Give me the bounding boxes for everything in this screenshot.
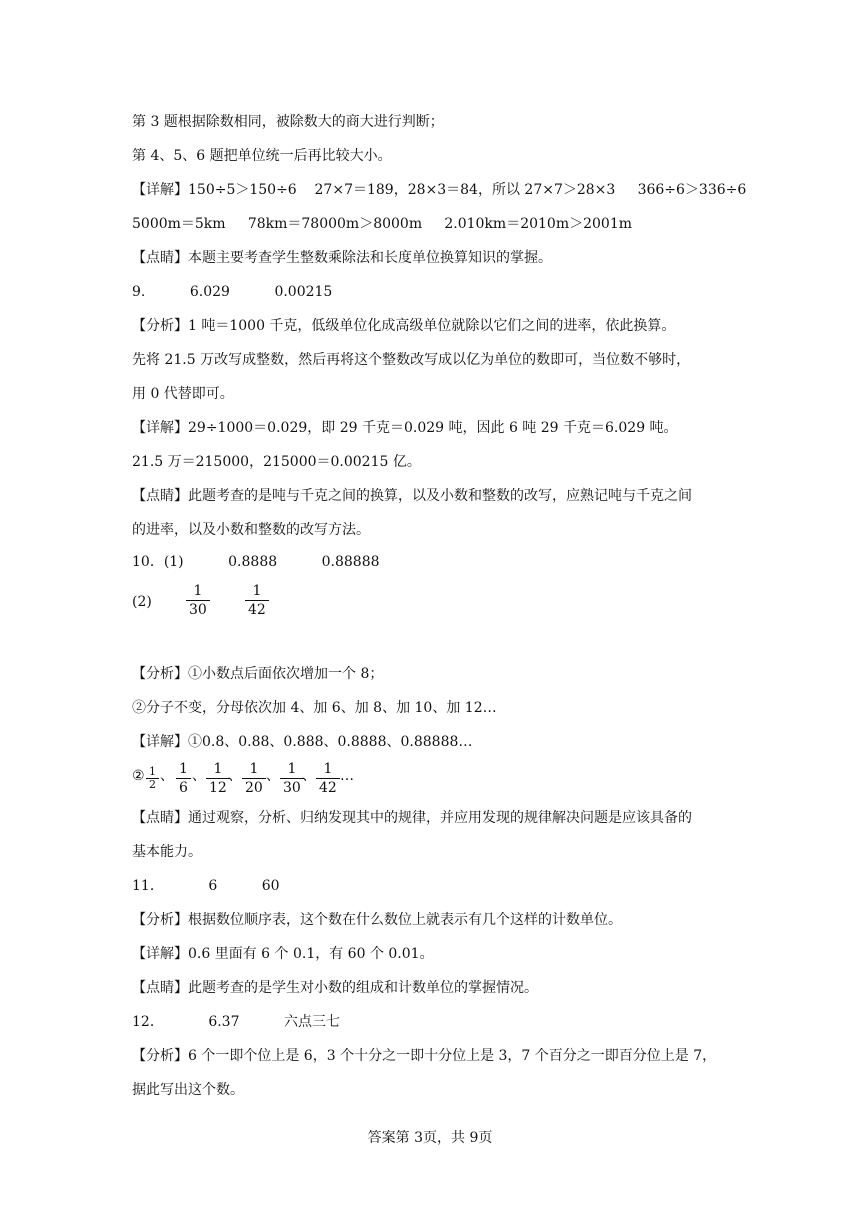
page-footer: 答案第 3页，共 9页 [367,1130,493,1146]
sequence-sep: 、 [160,768,174,784]
answer-q10-part2-label: (2) [132,594,152,610]
text-line-q9-analysis: 【分析】1 吨＝1000 千克，低级单位化成高级单位就除以它们之间的进率，依此换算。 [132,318,676,334]
fraction-1-30-seq: $\frac{1}{30}$ [280,760,304,797]
sequence-prefix: ② [132,768,145,784]
answer-q12: 12． 6.37 六点三七 [132,1014,340,1030]
text-line-q10-point: 【点睛】通过观察，分析、归纳发现其中的规律，并应用发现的规律解决问题是应该具备的 [132,810,692,826]
fraction-1-42: $\frac{1}{42}$ [245,582,269,619]
answer-q11: 11． 6 60 [132,878,280,894]
text-line-q9-detail-2: 21.5 万＝215000，215000＝0.00215 亿。 [132,454,421,470]
fraction-1-2: $\frac{1}{2}$ [146,766,159,791]
text-line-q9-detail: 【详解】29÷1000＝0.029，即 29 千克＝0.029 吨，因此 6 吨 29 千克＝6.029 吨。 [132,420,678,436]
text-line-q8-point: 【点睛】本题主要考查学生整数乘除法和长度单位换算知识的掌握。 [132,250,552,266]
text-line-q12-analysis: 【分析】6 个一即个位上是 6，3 个十分之一即十分位上是 3，7 个百分之一即百分位上是 7， [132,1048,717,1064]
text-line-q9-analysis-3: 用 0 代替即可。 [132,386,234,402]
text-line-q9-analysis-2: 先将 21.5 万改写成整数，然后再将这个整数改写成以亿为单位的数即可，当位数不够时， [132,352,691,368]
text-line-q456-hint: 第 4、5、6 题把单位统一后再比较大小。 [132,148,392,164]
sequence-sep: 、 [192,768,206,784]
sequence-ellipsis: … [340,768,354,784]
text-line-q11-point: 【点睛】此题考查的是学生对小数的组成和计数单位的掌握情况。 [132,980,538,996]
text-line-q3-hint: 第 3 题根据除数相同，被除数大的商大进行判断； [132,114,444,130]
fraction-1-20: $\frac{1}{20}$ [242,760,266,797]
text-line-q8-detail: 【详解】150÷5＞150÷6 27×7＝189，28×3＝84，所以 27×7＞28×3 366÷6＞336÷6 [132,182,747,198]
text-line-q8-units: 5000m＝5km 78km＝78000m＞8000m 2.010km＝2010m＞2001m [132,216,633,232]
sequence-sep: 、 [228,768,242,784]
text-line-q10-detail: 【详解】①0.8、0.88、0.888、0.8888、0.88888… [132,734,473,750]
fraction-1-30: $\frac{1}{30}$ [186,582,210,619]
sequence-sep: 、 [302,768,316,784]
text-line-q9-point: 【点睛】此题考查的是吨与千克之间的换算，以及小数和整数的改写，应熟记吨与千克之间 [132,488,692,504]
text-line-q11-analysis: 【分析】根据数位顺序表，这个数在什么数位上就表示有几个这样的计数单位。 [132,912,622,928]
answer-q10-part1: 10．(1) 0.8888 0.88888 [132,554,380,570]
fraction-1-12: $\frac{1}{12}$ [206,760,230,797]
fraction-1-6: $\frac{1}{6}$ [176,760,191,797]
fraction-1-42-seq: $\frac{1}{42}$ [316,760,340,797]
answer-q9: 9. 6.029 0.00215 [132,284,333,300]
text-line-q9-point-2: 的进率，以及小数和整数的改写方法。 [132,522,370,538]
text-line-q11-detail: 【详解】0.6 里面有 6 个 0.1，有 60 个 0.01。 [132,946,434,962]
text-line-q12-analysis-2: 据此写出这个数。 [132,1082,244,1098]
text-line-q10-analysis: 【分析】①小数点后面依次增加一个 8； [132,666,384,682]
sequence-sep: 、 [266,768,280,784]
text-line-q10-point-2: 基本能力。 [132,844,202,860]
text-line-q10-analysis-2: ②分子不变，分母依次加 4、加 6、加 8、加 10、加 12… [132,700,497,716]
